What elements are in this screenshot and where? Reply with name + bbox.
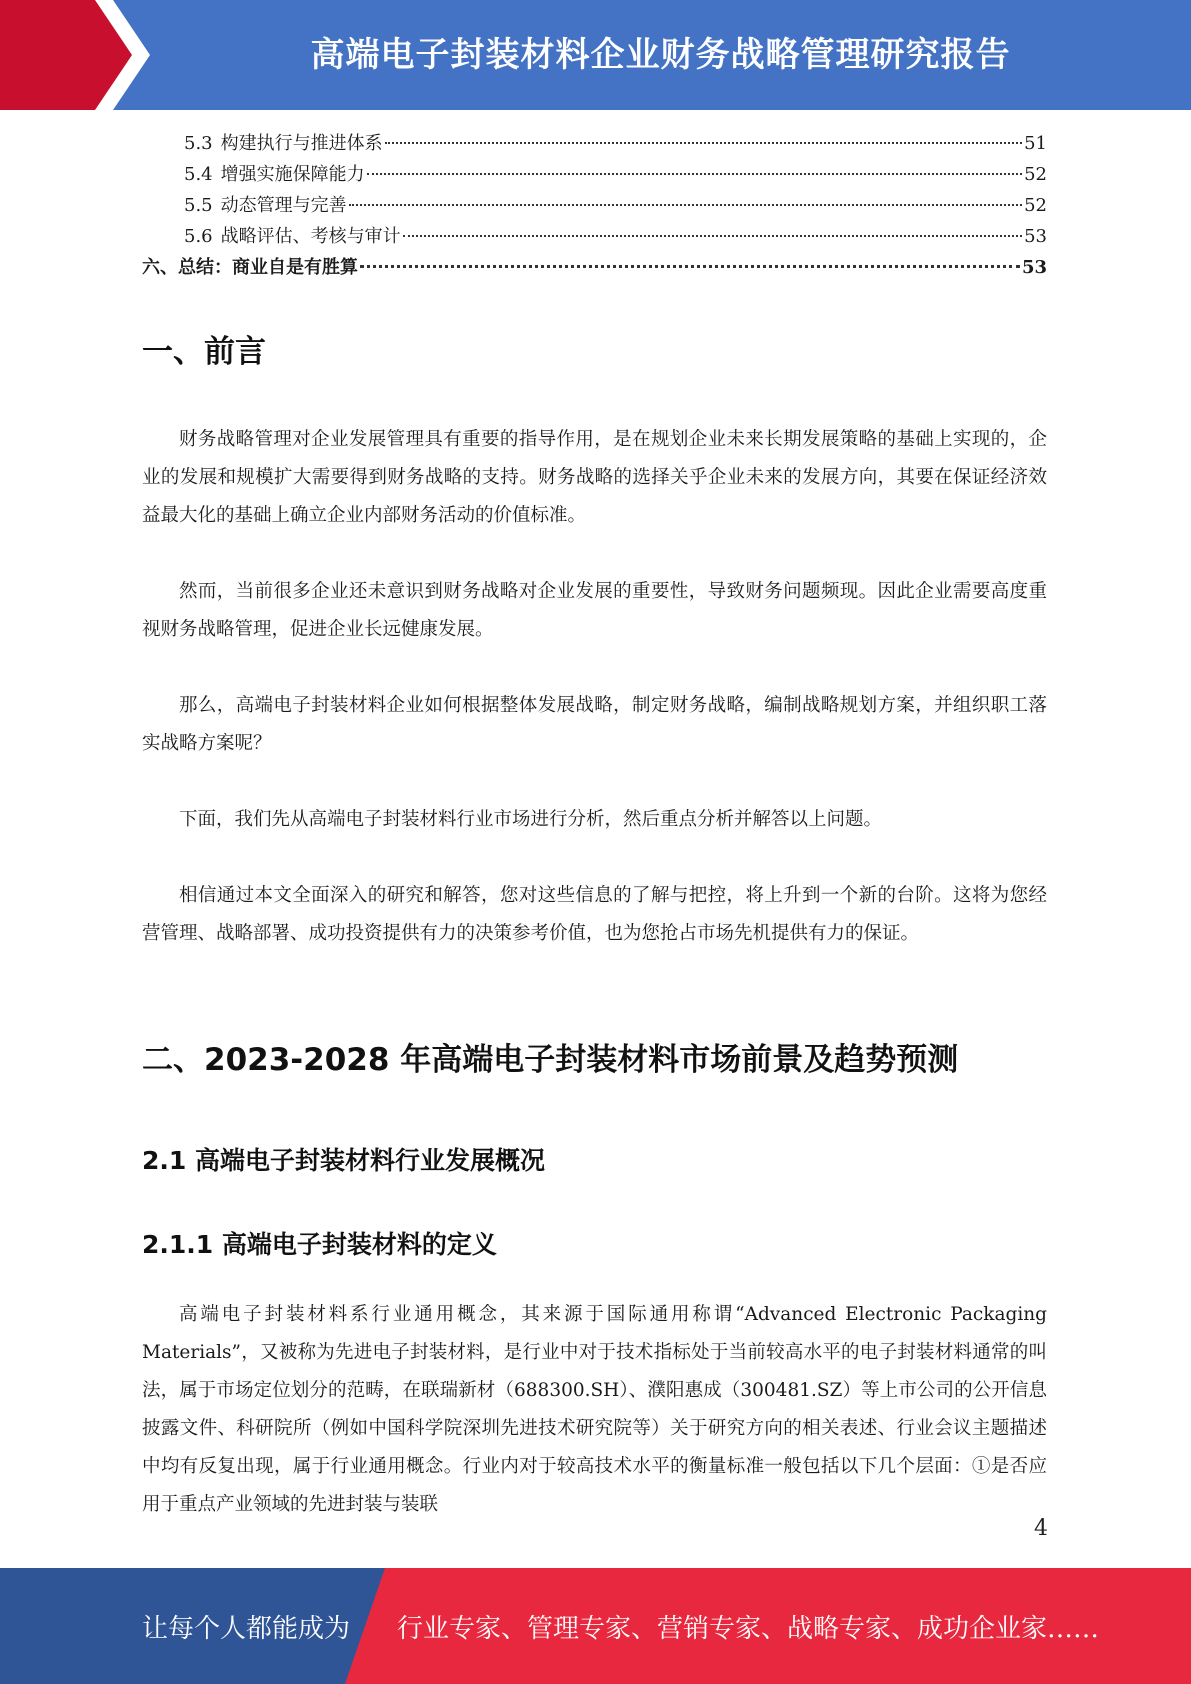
toc-item-page: 52 (1024, 195, 1047, 216)
body-paragraph: 财务战略管理对企业发展管理具有重要的指导作用，是在规划企业未来长期发展策略的基础上实现的，企业的发展和规模扩大需要得到财务战略的支持。财务战略的选择关乎企业未来的发展方向，其要在保证经济效益最大化的基础上确立企业内部财务活动的价值标准。 (142, 429, 1047, 526)
body-paragraph: 然而，当前很多企业还未意识到财务战略对企业发展的重要性，导致财务问题频现。因此企业需要高度重视财务战略管理，促进企业长远健康发展。 (142, 581, 1047, 640)
toc-item-title: 动态管理与完善 (220, 195, 347, 216)
toc-dot-leader (360, 265, 1020, 268)
toc-item-page: 52 (1024, 164, 1047, 185)
toc-item-number: 5.4 (184, 164, 213, 185)
toc-dot-leader (403, 235, 1022, 237)
table-of-contents (142, 128, 1047, 283)
footer-slogan-left: 让每个人都能成为 (142, 1613, 351, 1644)
toc-item-page: 53 (1021, 257, 1047, 278)
body-paragraph: 高端电子封装材料系行业通用概念，其来源于国际通用称谓“Advanced Electronic Packaging Materials”，又被称为先进电子封装材料，是行业中对于技术指标处于当前较高水平的电子封装材料通常的叫法，属于市场定位划分的范畴，在联瑞新材（688300.SH）、濮阳惠成（300481.SZ）等上市公司的公开信息披露文件、科研院所（例如中国科学院深圳先进技术研究院等）关于研究方向的相关表述、行业会议主题描述中均有反复出现，属于行业通用概念。行业内对于较高技术水平的衡量标准一般包括以下几个层面：①是否应用于重点产业领域的先进封装与装联 (142, 1304, 1047, 1515)
toc-item-5-6[interactable] (142, 221, 1047, 252)
page-number: 4 (1034, 1516, 1048, 1541)
toc-item-title: 战略评估、考核与审计 (220, 226, 401, 247)
toc-item-summary[interactable] (142, 252, 1047, 283)
toc-item-number: 5.5 (184, 195, 213, 216)
toc-item-title: 增强实施保障能力 (220, 164, 365, 185)
section-heading-market-forecast: 二、2023-2028 年高端电子封装材料市场前景及趋势预测 (142, 1042, 959, 1078)
toc-item-number: 5.6 (184, 226, 213, 247)
footer-banner (0, 1568, 1191, 1684)
toc-item-number: 5.3 (184, 133, 213, 154)
header-banner (0, 0, 1191, 110)
body-paragraph: 相信通过本文全面深入的研究和解答，您对这些信息的了解与把控，将上升到一个新的台阶。这将为您经营管理、战略部署、成功投资提供有力的决策参考价值，也为您抢占市场先机提供有力的保证。 (142, 885, 1047, 944)
toc-item-page: 51 (1024, 133, 1047, 154)
toc-item-5-4[interactable] (142, 159, 1047, 190)
body-paragraph: 下面，我们先从高端电子封装材料行业市场进行分析，然后重点分析并解答以上问题。 (179, 809, 883, 830)
toc-item-5-5[interactable] (142, 190, 1047, 221)
toc-item-page: 53 (1024, 226, 1047, 247)
toc-dot-leader (385, 142, 1022, 144)
toc-item-5-3[interactable] (142, 128, 1047, 159)
section-heading-preface: 一、前言 (142, 334, 266, 370)
subsection-heading-overview: 2.1 高端电子封装材料行业发展概况 (142, 1146, 545, 1175)
footer-slogan-right: 行业专家、管理专家、营销专家、战略专家、成功企业家…… (397, 1613, 1100, 1644)
report-title: 高端电子封装材料企业财务战略管理研究报告 (310, 34, 1011, 75)
toc-dot-leader (349, 204, 1022, 206)
toc-dot-leader (367, 173, 1022, 175)
toc-item-title: 构建执行与推进体系 (220, 133, 383, 154)
body-paragraph: 那么，高端电子封装材料企业如何根据整体发展战略，制定财务战略，编制战略规划方案，并组织职工落实战略方案呢？ (142, 695, 1047, 754)
subsection-heading-definition: 2.1.1 高端电子封装材料的定义 (142, 1230, 497, 1259)
toc-item-title: 六、总结：商业自是有胜算 (142, 257, 358, 278)
